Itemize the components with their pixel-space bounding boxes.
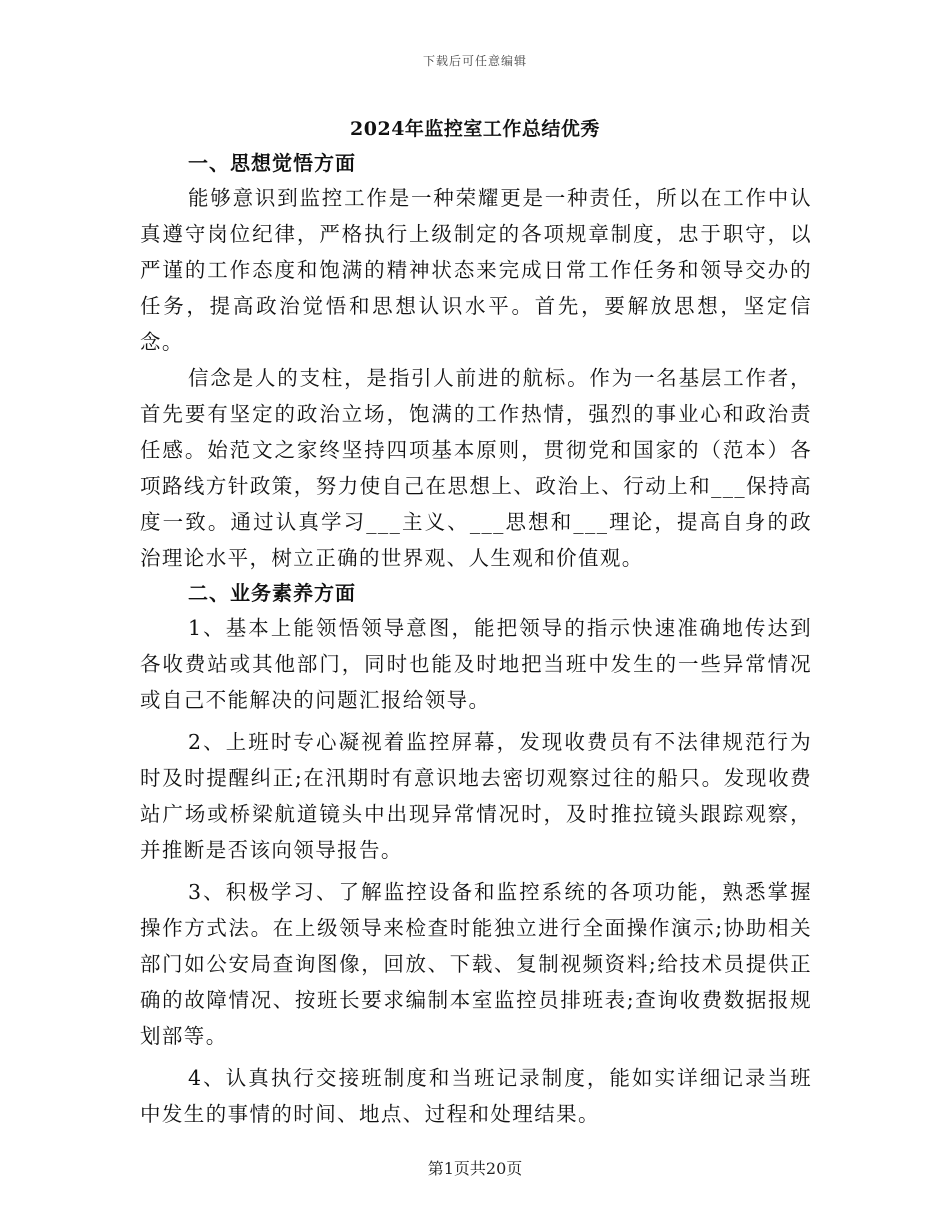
section-heading: 一、思想觉悟方面 [188,151,356,175]
page-number: 第1页共20页 [427,1159,523,1178]
paragraph: 信念是人的支柱，是指引人前进的航标。作为一名基层工作者，首先要有坚定的政治立场，饱满的工作热情，强烈的事业心和政治责任感。始范文之家终坚持四项基本原则，贯彻党和国家的（范本）各项路线方针政策，努力使自己在思想上、政治上、行动上和___保持高度一致。通过认真学习___主义、___思想和___理论，提高自身的政治理论水平，树立正确的世界观、人生观和价值观。 [140,366,812,570]
paragraph: 3、积极学习、了解监控设备和监控系统的各项功能，熟悉掌握操作方式法。在上级领导来检查时能独立进行全面操作演示;协助相关部门如公安局查询图像，回放、下载、复制视频资料;给技术员提供正确的故障情况、按班长要求编制本室监控员排班表;查询收费数据报规划部等。 [140,880,812,1048]
paragraph: 1、基本上能领悟领导意图，能把领导的指示快速准确地传达到各收费站或其他部门，同时也能及时地把当班中发生的一些异常情况或自己不能解决的问题汇报给领导。 [140,616,812,712]
page-header-note: 下载后可任意编辑 [422,54,527,68]
paragraph: 2、上班时专心凝视着监控屏幕，发现收费员有不法律规范行为时及时提醒纠正;在汛期时有意识地去密切观察过往的船只。发现收费站广场或桥梁航道镜头中出现异常情况时，及时推拉镜头跟踪观察，并推断是否该向领导报告。 [140,730,812,862]
section-heading: 二、业务素养方面 [188,581,356,605]
paragraph: 能够意识到监控工作是一种荣耀更是一种责任，所以在工作中认真遵守岗位纪律，严格执行上级制定的各项规章制度，忠于职守，以严谨的工作态度和饱满的精神状态来完成日常工作任务和领导交办的任务，提高政治觉悟和思想认识水平。首先，要解放思想，坚定信念。 [140,186,812,354]
document-title: 2024年监控室工作总结优秀 [350,118,600,140]
document-body [140,146,812,1132]
paragraph: 4、认真执行交接班制度和当班记录制度，能如实详细记录当班中发生的事情的时间、地点、过程和处理结果。 [140,1066,812,1126]
